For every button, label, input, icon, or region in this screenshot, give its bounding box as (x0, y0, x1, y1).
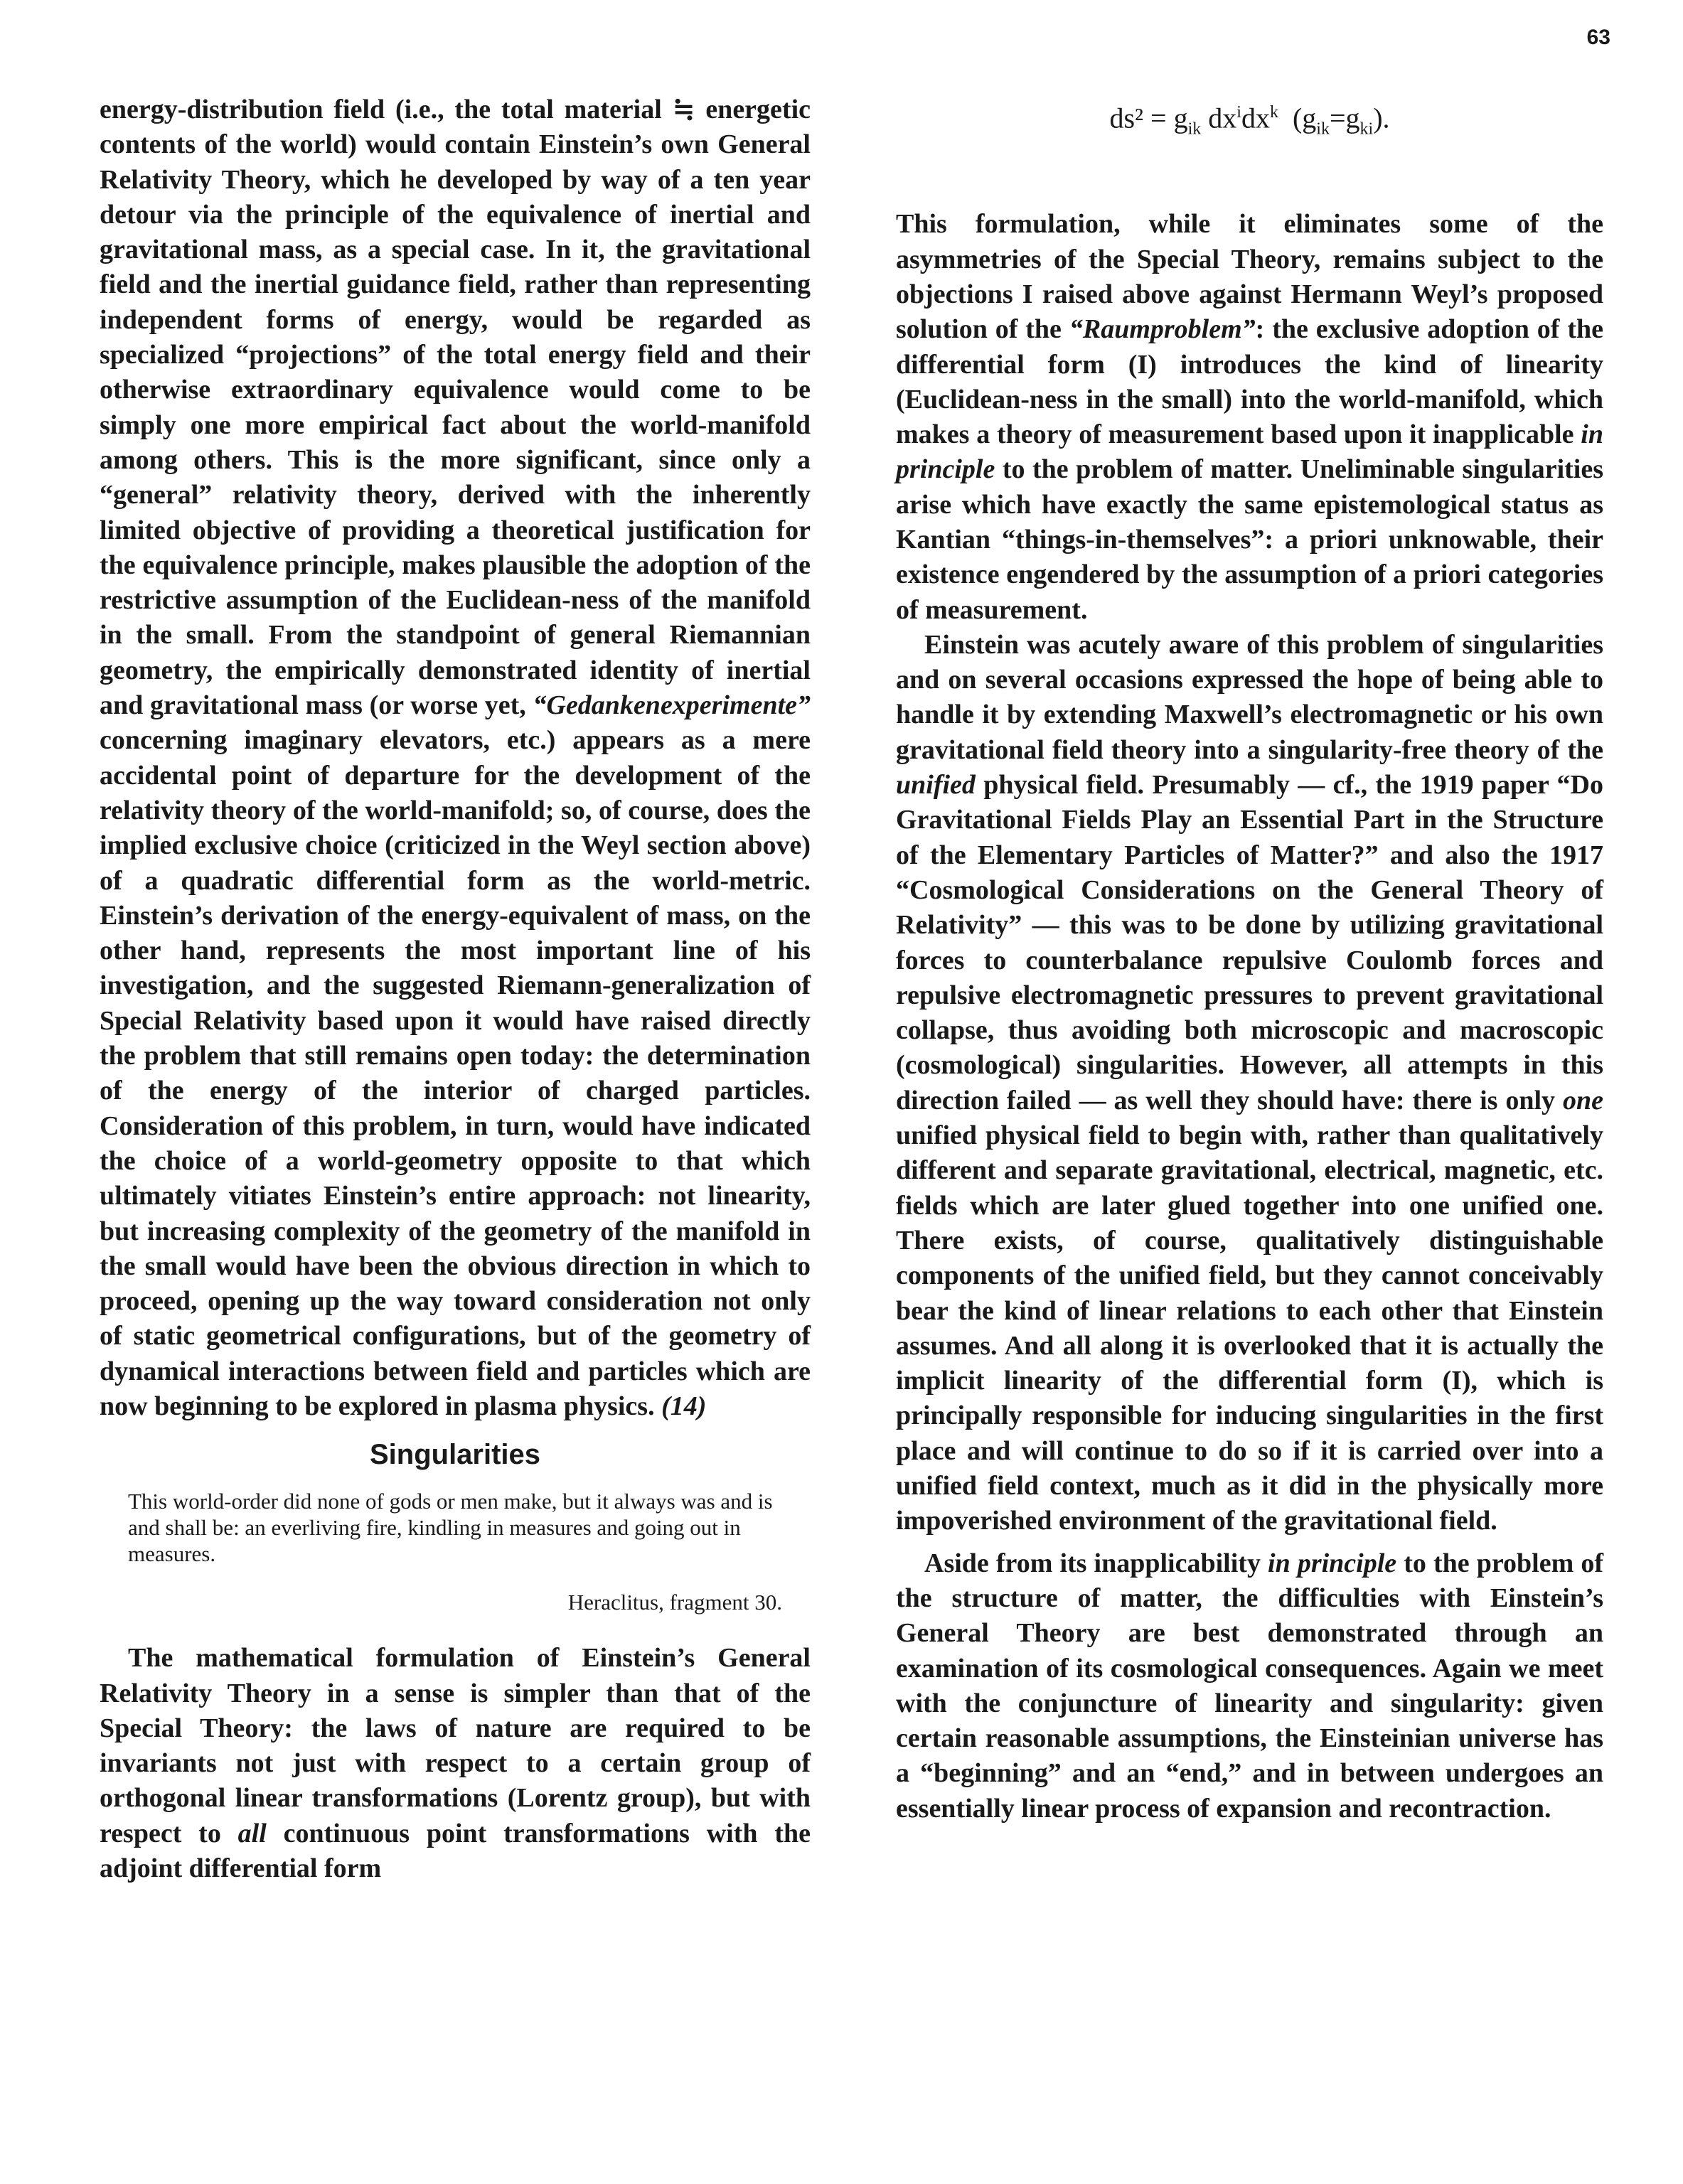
formula-part: =g (1329, 102, 1360, 134)
italic-term: one (1563, 1085, 1603, 1115)
paragraph-text: Aside from its inapplicability (924, 1548, 1261, 1578)
body-paragraph (896, 628, 1603, 1539)
epigraph-source: Heraclitus, fragment 30. (567, 1590, 782, 1615)
formula-superscript: k (1269, 103, 1278, 122)
formula-part: ds² = g (1109, 102, 1188, 134)
epigraph-quote: This world-order did none of gods or men make, but it always was and is and shall be: an everliving fire, kindling in measures and going out in measures. (128, 1489, 773, 1567)
paragraph-text: This formulation, while it eliminates some of the asymmetries of the Special Theory, remains subject to the objections I raised above against Hermann Weyl’s proposed solution of the (896, 209, 1603, 345)
paragraph-text: physical field. Presumably — cf., the 1919 paper “Do Gravitational Fields Play an Essential Part in the Structure of the Elementary Particles of Matter?” and also the 1917 “Cosmological Considerations on the General Theory of Relativity” — this was to be done by utilizing gravitational forces to counterbalance repulsive Coulomb forces and repulsive electromagnetic pressures to prevent gravitational collapse, thus avoiding both microscopic and macroscopic (cosmological) singularities. However, all attempts in this direction failed — as well they should have: there is only (896, 770, 1604, 1115)
formula-part: (g (1278, 102, 1317, 134)
italic-term: “Gedankenexperimente” (533, 690, 811, 721)
right-column (896, 91, 1603, 1826)
paragraph-text: to the problem of the structure of matter, the difficulties with Einstein’s General Theory are best demonstrated through an examination of its cosmological consequences. Again we meet with the conjuncture of linearity and singularity: given certain reasonable assumptions, the Einsteinian universe has a “beginning” and an “end,” and in between undergoes an essentially linear process of expansion and recontraction. (896, 1548, 1603, 1824)
formula-part: ). (1373, 102, 1390, 134)
paragraph-text: concerning imaginary elevators, etc.) appears as a mere accidental point of departure for the development of the relativity theory of the world-manifold; so, of course, does the implied exclusive choice (criticized in the Weyl section above) of a quadratic differential form as the world-metric. Einstein’s derivation of the energy-equivalent of mass, on the other hand, represents the most important line of his investigation, and the suggested Riemann-generalization of Special Relativity based upon it would have raised directly the problem that still remains open today: the determination of the energy of the interior of charged particles. Consideration of this problem, in turn, would have indicated the choice of a world-geometry opposite to that which ultimately vitiates Einstein’s entire approach: not linearity, but increasing complexity of the geometry of the manifold in the small would have been the obvious direction in which to proceed, opening up the way toward consideration not only of static geometrical configurations, but of the geometry of dynamical interactions between field and particles which are now beginning to be explored in plasma physics. (100, 725, 811, 1421)
italic-term: in principle (1268, 1548, 1397, 1578)
reference-number: (14) (661, 1391, 707, 1421)
paragraph-text: : the exclusive adoption of the differential form (I) introduces the kind of linearity (Euclidean-ness in the small) into the world-manifold, which makes a theory of measurement based upon it inapplicable (896, 314, 1604, 450)
formula-part: dx (1241, 102, 1270, 134)
left-column (100, 92, 811, 1886)
paragraph-text: to the problem of matter. Uneliminable singularities arise which have exactly the same epistemological status as Kantian “things-in-themselves”: a priori unknowable, their existence engendered by the assumption of a priori categories of measurement. (896, 454, 1604, 625)
metric-formula (896, 91, 1603, 150)
paragraph-text: energy-distribution field (i.e., the total material ≒ energetic contents of the world) would contain Einstein’s own General Relativity Theory, which he developed by way of a ten year detour via the principle of the equivalence of inertial and gravitational mass, as a special case. In it, the gravitational field and the inertial guidance field, rather than representing independent forms of energy, would be regarded as specialized “projections” of the total energy field and their otherwise extraordinary equivalence would come to be simply one more empirical fact about the world-manifold among others. This is the more significant, since only a “general” relativity theory, derived with the inherently limited objective of providing a theoretical justification for the equivalence principle, makes plausible the adoption of the restrictive assumption of the Euclidean-ness of the manifold in the small. From the standpoint of general Riemannian geometry, the empirically demonstrated identity of inertial and gravitational mass (or worse yet, (100, 95, 811, 721)
italic-term: unified (896, 770, 976, 801)
body-paragraph (896, 1546, 1603, 1826)
body-paragraph (100, 92, 811, 1424)
italic-term: all (237, 1818, 267, 1848)
italic-term: “Raumproblem” (1069, 314, 1256, 345)
formula-subscript: ki (1359, 119, 1374, 139)
paragraph-text: continuous point transformations with the adjoint differential form (100, 1818, 811, 1884)
formula-superscript: i (1236, 103, 1241, 122)
body-paragraph (896, 207, 1603, 628)
paragraph-text: The mathematical formulation of Einstein’s General Relativity Theory in a sense is simpler than that of the Special Theory: the laws of nature are required to be invariants not just with respect to a certain group of orthogonal linear transformations (Lorentz group), but with respect to (100, 1643, 811, 1848)
italic-term: in principle (896, 419, 1603, 485)
formula-subscript: ik (1316, 119, 1330, 139)
paragraph-text: Einstein was acutely aware of this problem of singularities and on several occasions expressed the hope of being able to handle it by extending Maxwell’s electromagnetic or his own gravitational field theory into a singularity-free theory of the (896, 629, 1603, 765)
formula-subscript: ik (1187, 119, 1202, 139)
page-number: 63 (1586, 26, 1610, 49)
paragraph-text: unified physical field to begin with, rather than qualitatively different and separate gravitational, electrical, magnetic, etc. fields which are later glued together into one unified one. There exists, of course, qualitatively distinguishable components of the unified field, but they cannot conceivably bear the kind of linear relations to each other that Einstein assumes. And all along it is overlooked that it is actually the implicit linearity of the differential form (I), which is principally responsible for inducing singularities in the first place and will continue to do so if it is carried over into a unified field context, much as it did in the physically more impoverished environment of the gravitational field. (896, 1120, 1603, 1536)
section-heading: Singularities (369, 1439, 541, 1471)
formula-part: dx (1201, 102, 1237, 134)
body-paragraph (100, 1641, 811, 1886)
